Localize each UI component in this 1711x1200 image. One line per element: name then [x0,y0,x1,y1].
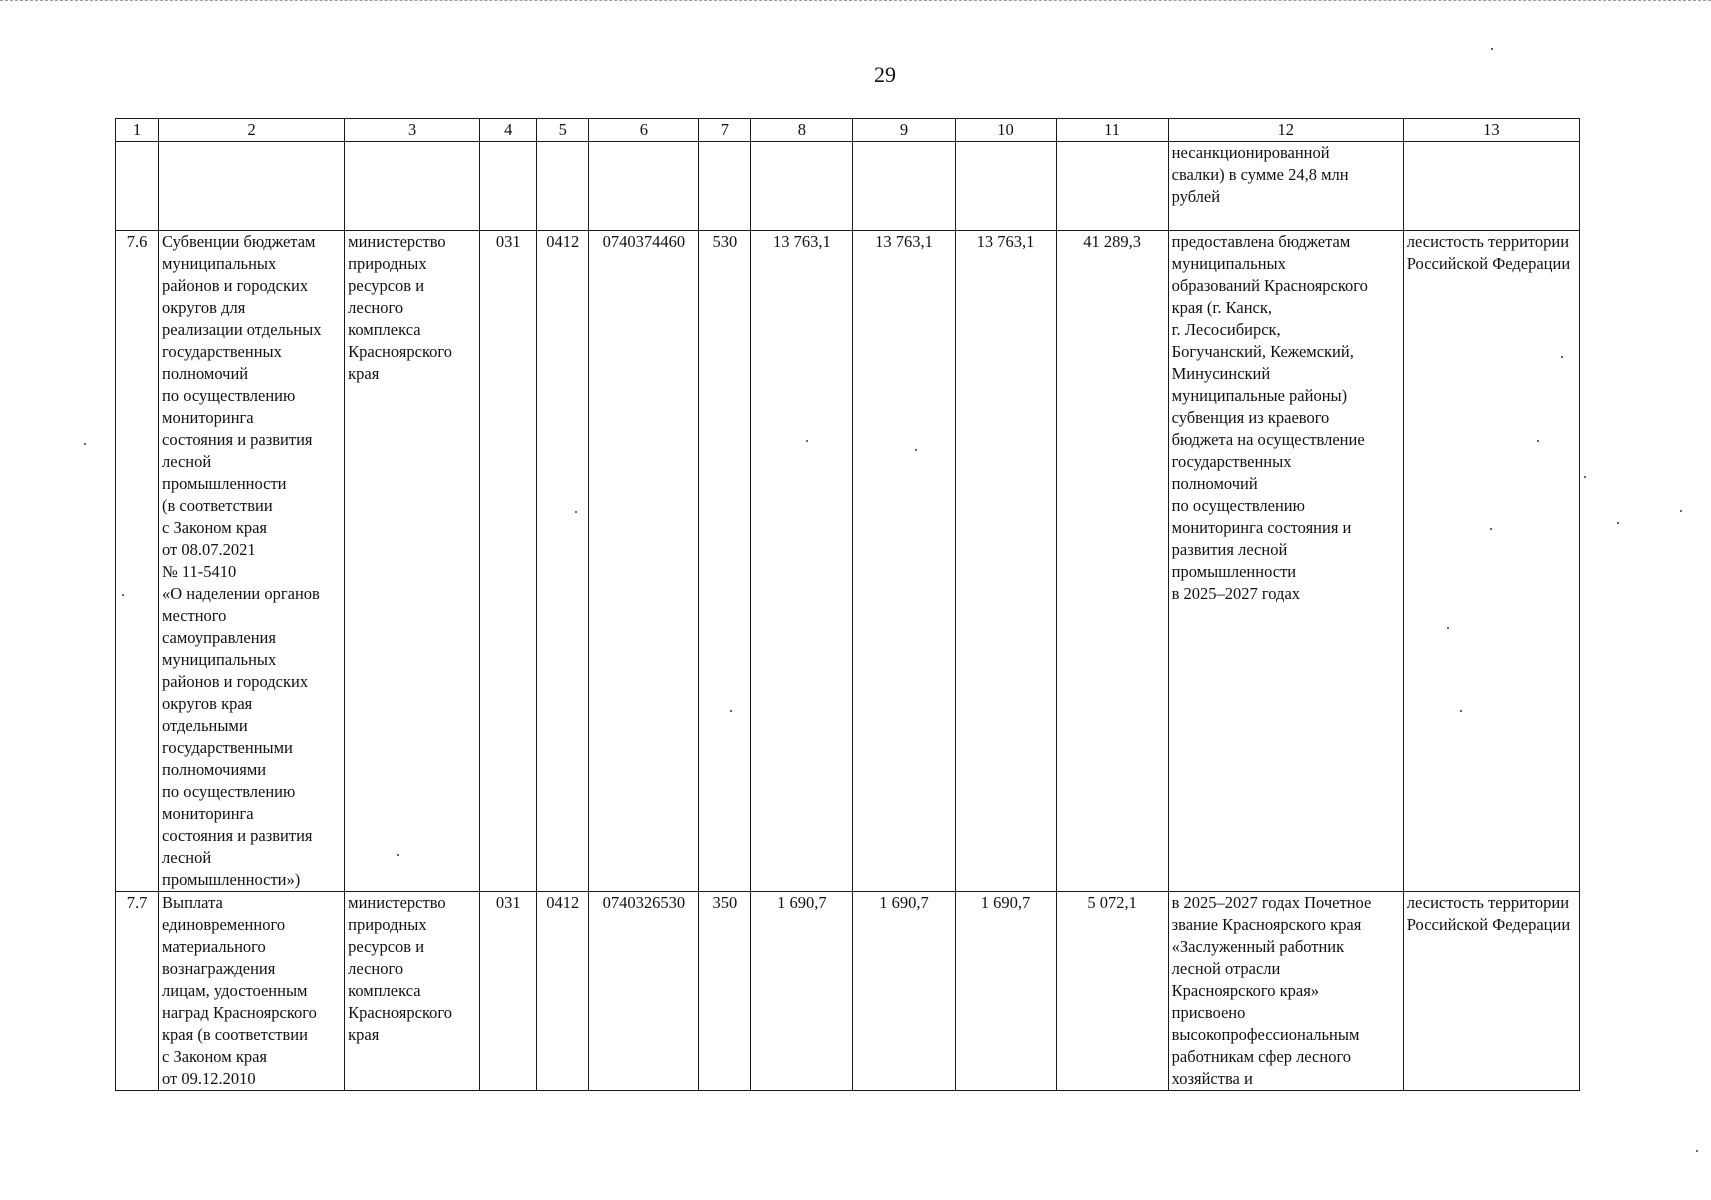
table-cell [1056,142,1168,231]
grbs-code: 031 [480,231,537,892]
table-cell [345,142,480,231]
section-code: 0412 [537,231,589,892]
scan-speck [1490,528,1492,530]
scan-speck [84,443,86,445]
table-cell [1403,142,1579,231]
col-header-2: 2 [159,119,345,142]
scan-speck [1584,476,1586,478]
col-header-9: 9 [853,119,955,142]
target-article-code: 0740374460 [589,231,699,892]
scan-speck [397,854,399,856]
table-row-7-7 [116,892,1580,1091]
col-header-3: 3 [345,119,480,142]
amount-2026: 13 763,1 [853,231,955,892]
col-header-4: 4 [480,119,537,142]
table-cell [480,142,537,231]
col-header-6: 6 [589,119,699,142]
scan-speck [806,440,808,442]
amount-total: 41 289,3 [1056,231,1168,892]
table-cell [853,142,955,231]
col-header-12: 12 [1168,119,1403,142]
table-cell [955,142,1056,231]
table-cell [751,142,853,231]
scan-speck [1680,510,1682,512]
scan-speck [122,594,124,596]
executor-name: министерство природных ресурсов и лесного комплекса Красноярского края [345,231,480,892]
section-code: 0412 [537,892,589,1091]
scan-speck [1617,522,1619,524]
table-cell [699,142,751,231]
row-number: 7.6 [116,231,159,892]
col-header-1: 1 [116,119,159,142]
scan-top-edge [0,0,1711,1]
amount-2026: 1 690,7 [853,892,955,1091]
col-header-10: 10 [955,119,1056,142]
scan-speck [1696,1150,1698,1152]
result-continuation-cell: несанкционированной свалки) в сумме 24,8 млн рублей [1168,142,1403,231]
scan-speck [575,511,577,513]
indicator-link: лесистость территории Российской Федерации [1403,892,1579,1091]
expected-result: предоставлена бюджетам муниципальных образований Красноярского края (г. Канск, г. Лесосибирск, Богучанский, Кежемский, Минусинский муниципальные районы) субвенция из краевого бюджета на осуществление государственных полномочий по осуществлению мониторинга состояния и развития лесной промышленности в 2025–2027 годах [1168,231,1403,892]
grbs-code: 031 [480,892,537,1091]
table-cell [537,142,589,231]
col-header-8: 8 [751,119,853,142]
amount-total: 5 072,1 [1056,892,1168,1091]
scan-speck [1537,440,1539,442]
row-number: 7.7 [116,892,159,1091]
amount-2027: 1 690,7 [955,892,1056,1091]
expense-type-code: 530 [699,231,751,892]
measure-name: Субвенции бюджетам муниципальных районов и городских округов для реализации отдельных государственных полномочий по осуществлению мониторинга состояния и развития лесной промышленности (в соответствии с Законом края от 08.07.2021 № 11-5410 «О наделении органов местного самоуправления муниципальных районов и городских округов края отдельными государственными полномочиями по осуществлению мониторинга состояния и развития лесной промышленности») [159,231,345,892]
col-header-7: 7 [699,119,751,142]
target-article-code: 0740326530 [589,892,699,1091]
executor-name: министерство природных ресурсов и лесного комплекса Красноярского края [345,892,480,1091]
program-measures-table [115,118,1580,1091]
table-cell [589,142,699,231]
table-row-7-6 [116,231,1580,892]
scan-speck [730,710,732,712]
page-number: 29 [874,62,896,87]
scan-speck [1460,710,1462,712]
amount-2025: 13 763,1 [751,231,853,892]
scan-speck [1561,356,1563,358]
expected-result: в 2025–2027 годах Почетное звание Красноярского края «Заслуженный работник лесной отрасли Красноярского края» присвоено высокопрофессиональным работникам сфер лесного хозяйства и [1168,892,1403,1091]
scan-speck [1447,627,1449,629]
scan-speck [915,449,917,451]
table-cell [116,142,159,231]
scan-speck [1491,48,1493,50]
table-row-continuation [116,142,1580,231]
col-header-11: 11 [1056,119,1168,142]
col-header-13: 13 [1403,119,1579,142]
column-number-header-row [116,119,1580,142]
expense-type-code: 350 [699,892,751,1091]
table-cell [159,142,345,231]
amount-2027: 13 763,1 [955,231,1056,892]
col-header-5: 5 [537,119,589,142]
amount-2025: 1 690,7 [751,892,853,1091]
indicator-link: лесистость территории Российской Федерации [1403,231,1579,892]
measure-name: Выплата единовременного материального вознаграждения лицам, удостоенным наград Красноярского края (в соответствии с Законом края от 09.12.2010 [159,892,345,1091]
